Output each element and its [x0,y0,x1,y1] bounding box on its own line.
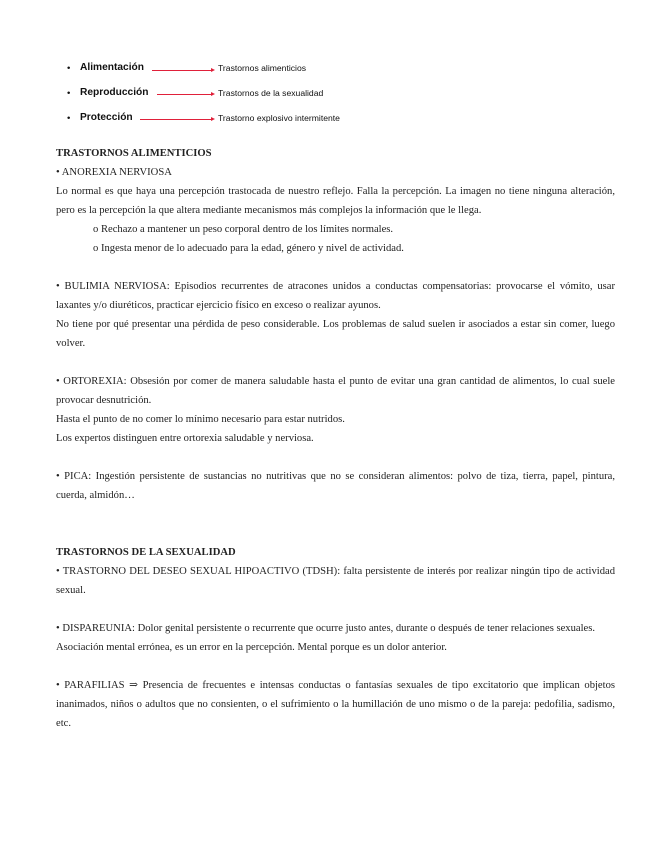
bulimia-paragraph: No tiene por qué presentar una pérdida de peso considerable. Los problemas de salud suelen ir asociados a estar sin comer, luego volver. [56,319,615,349]
ortorexia-paragraph: Los expertos distinguen entre ortorexia saludable y nerviosa. [56,433,314,444]
map-target-explosivo: Trastorno explosivo intermitente [218,113,340,123]
section-title-alimenticios: TRASTORNOS ALIMENTICIOS [56,148,212,159]
arrow-line [152,70,212,71]
map-label-proteccion: Protección [80,112,133,123]
arrow-head-icon [211,92,215,96]
parafilias-paragraph: • PARAFILIAS ⇒ Presencia de frecuentes e intensas conductas o fantasías sexuales de tipo excitatorio que implican objetos inanimados, niños o adultos que no consienten, o el sufrimiento o la humillación de uno mismo o de la pareja: pedofilia, sadismo, etc. [56,680,615,729]
arrow-line [157,94,212,95]
section-title-sexualidad: TRASTORNOS DE LA SEXUALIDAD [56,547,236,558]
anorexia-subitem: o Rechazo a mantener un peso corporal dentro de los límites normales. [93,224,394,235]
pica-paragraph: • PICA: Ingestión persistente de sustancias no nutritivas que no se consideran alimentos: polvo de tiza, tierra, papel, pintura, cuerda, almidón… [56,471,615,501]
map-label-reproduccion: Reproducción [80,87,149,98]
dispareunia-paragraph: Asociación mental errónea, es un error en la percepción. Mental porque es un dolor anterior. [56,642,447,653]
map-label-alimentacion: Alimentación [80,62,144,73]
tdsh-paragraph: • TRASTORNO DEL DESEO SEXUAL HIPOACTIVO (TDSH): falta persistente de interés por realizar ningún tipo de actividad sexual. [56,566,615,596]
arrow-line [140,119,212,120]
dispareunia-paragraph: • DISPAREUNIA: Dolor genital persistente o recurrente que ocurre justo antes, durante o después de tener relaciones sexuales. [56,623,596,634]
anorexia-title: • ANOREXIA NERVIOSA [56,167,172,178]
anorexia-subitem: o Ingesta menor de lo adecuado para la edad, género y nivel de actividad. [93,243,404,254]
map-target-alimenticios: Trastornos alimenticios [218,63,307,73]
ortorexia-paragraph: • ORTOREXIA: Obsesión por comer de manera saludable hasta el punto de evitar una gran cantidad de alimentos, lo cual suele provocar desnutrición. [56,376,615,406]
ortorexia-paragraph: Hasta el punto de no comer lo mínimo necesario para estar nutridos. [56,414,345,425]
document-body [56,144,615,733]
map-target-sexualidad: Trastornos de la sexualidad [218,88,324,98]
arrow-head-icon [211,117,215,121]
anorexia-paragraph: Lo normal es que haya una percepción trastocada de nuestro reflejo. Falla la percepción. La imagen no tiene ninguna alteración, pero es la percepción la que altera mediante mecanismos más complejos la información que le llega. [56,186,615,216]
bulimia-paragraph: • BULIMIA NERVIOSA: Episodios recurrentes de atracones unidos a conductas compensatorias: provocarse el vómito, usar laxantes y/o diuréticos, practicar ejercicio físico en exceso o realizar ayunos. [56,281,615,311]
bullet: • [67,113,71,124]
arrow-head-icon [211,68,215,72]
bullet: • [67,88,71,99]
bullet: • [67,63,71,74]
